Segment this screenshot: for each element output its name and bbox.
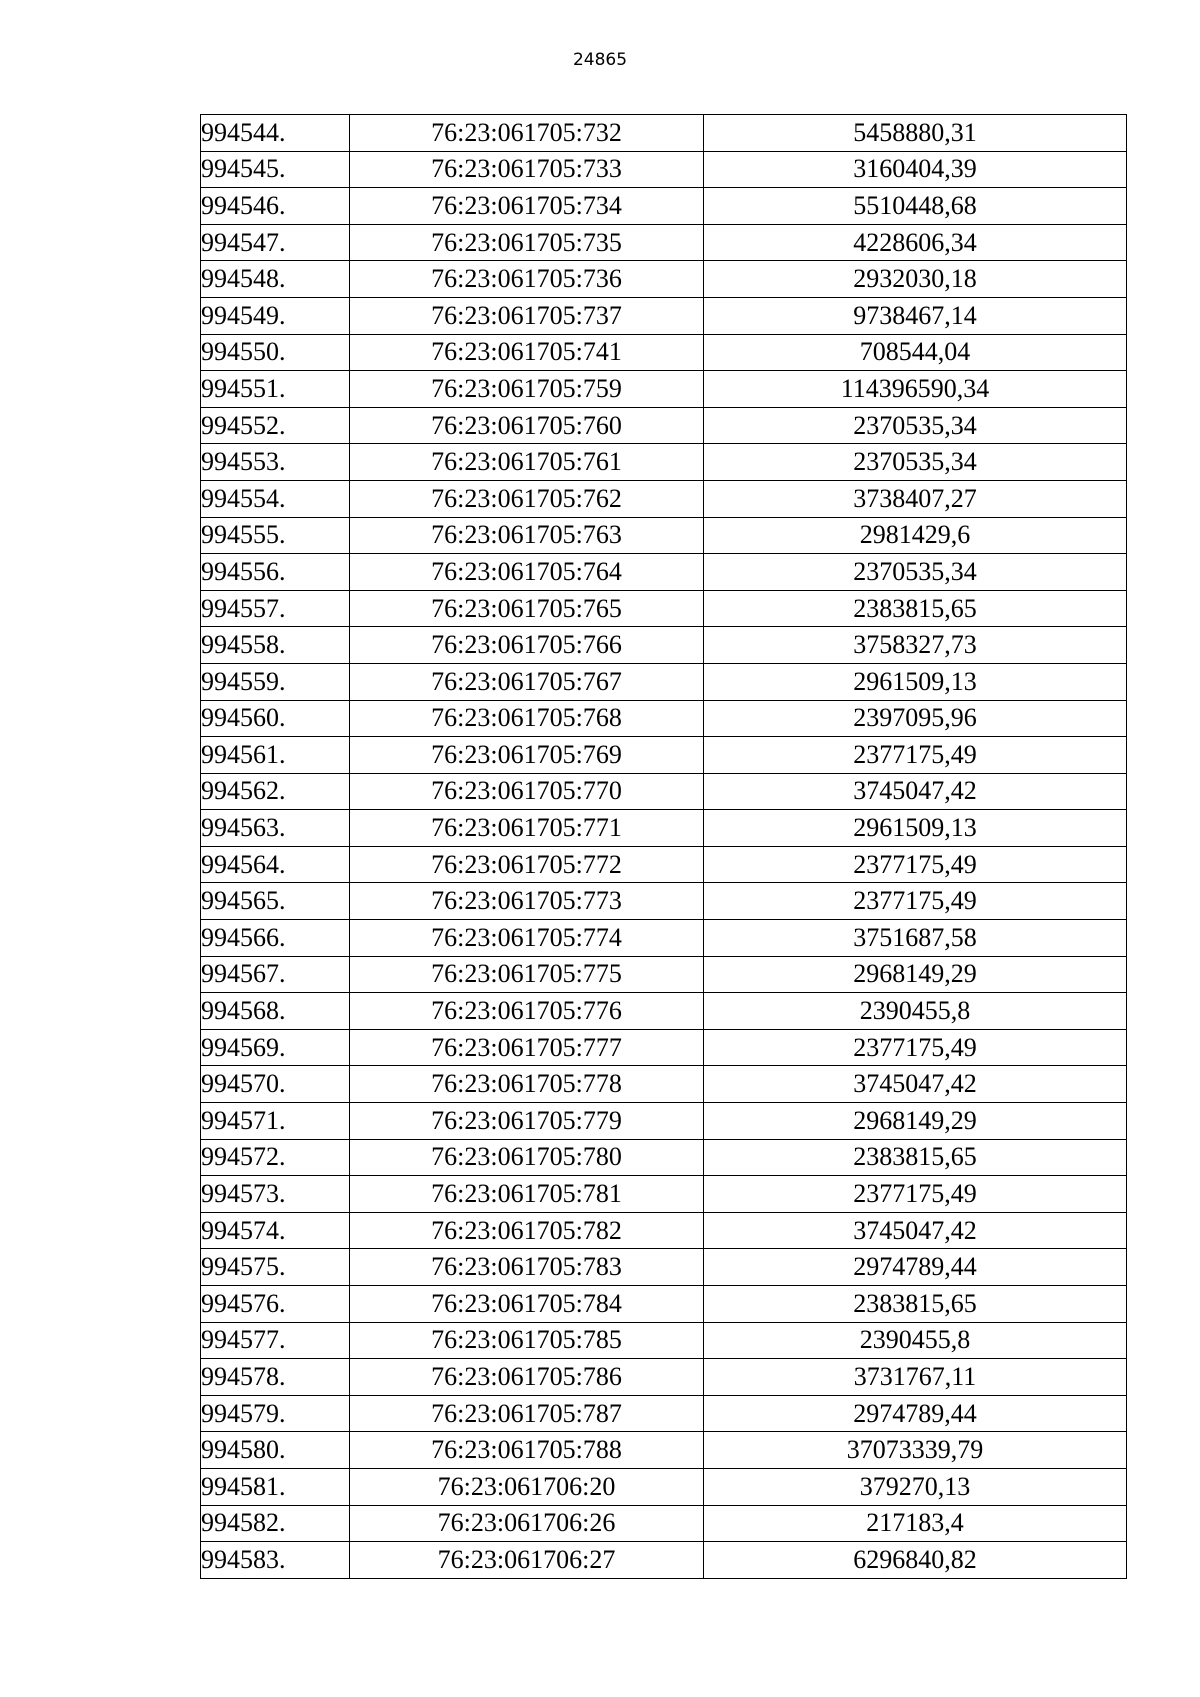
cadastral-number-cell: 76:23:061705:785 xyxy=(350,1322,704,1359)
cadastral-value-cell: 3738407,27 xyxy=(704,480,1127,517)
cadastral-number-cell: 76:23:061705:762 xyxy=(350,480,704,517)
table-row xyxy=(201,1066,1127,1103)
table-row xyxy=(201,846,1127,883)
cadastral-number-cell: 76:23:061705:763 xyxy=(350,517,704,554)
table-row xyxy=(201,810,1127,847)
row-number-cell: 994554. xyxy=(201,480,350,517)
table-row xyxy=(201,261,1127,298)
cadastral-number-cell: 76:23:061705:782 xyxy=(350,1212,704,1249)
table-row xyxy=(201,1505,1127,1542)
cadastral-number-cell: 76:23:061705:737 xyxy=(350,297,704,334)
cadastral-number-cell: 76:23:061705:786 xyxy=(350,1359,704,1396)
table-row xyxy=(201,480,1127,517)
row-number-cell: 994573. xyxy=(201,1176,350,1213)
row-number-cell: 994550. xyxy=(201,334,350,371)
cadastral-number-cell: 76:23:061705:741 xyxy=(350,334,704,371)
cadastral-value-cell: 2961509,13 xyxy=(704,810,1127,847)
cadastral-value-cell: 2390455,8 xyxy=(704,993,1127,1030)
cadastral-number-cell: 76:23:061706:20 xyxy=(350,1468,704,1505)
table-row xyxy=(201,627,1127,664)
cadastral-number-cell: 76:23:061705:767 xyxy=(350,663,704,700)
cadastral-number-cell: 76:23:061705:759 xyxy=(350,371,704,408)
row-number-cell: 994545. xyxy=(201,151,350,188)
row-number-cell: 994572. xyxy=(201,1139,350,1176)
table-row xyxy=(201,371,1127,408)
cadastral-value-cell: 4228606,34 xyxy=(704,224,1127,261)
cadastral-number-cell: 76:23:061705:764 xyxy=(350,554,704,591)
row-number-cell: 994580. xyxy=(201,1432,350,1469)
cadastral-value-cell: 114396590,34 xyxy=(704,371,1127,408)
cadastral-value-cell: 2383815,65 xyxy=(704,1139,1127,1176)
table-row xyxy=(201,407,1127,444)
cadastral-value-cell: 3745047,42 xyxy=(704,1066,1127,1103)
row-number-cell: 994576. xyxy=(201,1286,350,1323)
table-row xyxy=(201,554,1127,591)
cadastral-number-cell: 76:23:061705:735 xyxy=(350,224,704,261)
table-row xyxy=(201,1359,1127,1396)
table-row xyxy=(201,993,1127,1030)
cadastral-number-cell: 76:23:061705:770 xyxy=(350,773,704,810)
row-number-cell: 994557. xyxy=(201,590,350,627)
table-row xyxy=(201,590,1127,627)
cadastral-value-cell: 3751687,58 xyxy=(704,920,1127,957)
table-row xyxy=(201,1286,1127,1323)
cadastral-value-cell: 2370535,34 xyxy=(704,554,1127,591)
table-row xyxy=(201,737,1127,774)
cadastral-number-cell: 76:23:061706:26 xyxy=(350,1505,704,1542)
table-row xyxy=(201,1249,1127,1286)
table-row xyxy=(201,1432,1127,1469)
cadastral-number-cell: 76:23:061705:775 xyxy=(350,956,704,993)
cadastral-number-cell: 76:23:061705:779 xyxy=(350,1103,704,1140)
cadastral-number-cell: 76:23:061705:768 xyxy=(350,700,704,737)
cadastral-number-cell: 76:23:061705:787 xyxy=(350,1395,704,1432)
row-number-cell: 994568. xyxy=(201,993,350,1030)
row-number-cell: 994578. xyxy=(201,1359,350,1396)
table-row xyxy=(201,920,1127,957)
cadastral-value-cell: 2968149,29 xyxy=(704,1103,1127,1140)
cadastral-number-cell: 76:23:061705:781 xyxy=(350,1176,704,1213)
table-row xyxy=(201,224,1127,261)
row-number-cell: 994566. xyxy=(201,920,350,957)
row-number-cell: 994565. xyxy=(201,883,350,920)
cadastral-number-cell: 76:23:061705:765 xyxy=(350,590,704,627)
row-number-cell: 994552. xyxy=(201,407,350,444)
cadastral-value-cell: 3731767,11 xyxy=(704,1359,1127,1396)
table-row xyxy=(201,1139,1127,1176)
cadastral-value-cell: 3745047,42 xyxy=(704,773,1127,810)
row-number-cell: 994560. xyxy=(201,700,350,737)
cadastral-value-cell: 2383815,65 xyxy=(704,1286,1127,1323)
table-row xyxy=(201,1176,1127,1213)
cadastral-value-cell: 2974789,44 xyxy=(704,1395,1127,1432)
table-body xyxy=(201,115,1127,1579)
table-row xyxy=(201,1395,1127,1432)
cadastral-value-cell: 3745047,42 xyxy=(704,1212,1127,1249)
row-number-cell: 994558. xyxy=(201,627,350,664)
cadastral-number-cell: 76:23:061705:769 xyxy=(350,737,704,774)
cadastral-number-cell: 76:23:061705:773 xyxy=(350,883,704,920)
cadastral-value-cell: 2383815,65 xyxy=(704,590,1127,627)
cadastral-value-cell: 708544,04 xyxy=(704,334,1127,371)
cadastral-value-cell: 6296840,82 xyxy=(704,1542,1127,1579)
row-number-cell: 994559. xyxy=(201,663,350,700)
row-number-cell: 994555. xyxy=(201,517,350,554)
cadastral-value-cell: 2932030,18 xyxy=(704,261,1127,298)
cadastral-number-cell: 76:23:061705:733 xyxy=(350,151,704,188)
table-row xyxy=(201,773,1127,810)
row-number-cell: 994551. xyxy=(201,371,350,408)
cadastral-number-cell: 76:23:061705:734 xyxy=(350,188,704,225)
cadastral-number-cell: 76:23:061706:27 xyxy=(350,1542,704,1579)
row-number-cell: 994570. xyxy=(201,1066,350,1103)
page-number: 24865 xyxy=(572,50,628,70)
cadastral-value-cell: 2377175,49 xyxy=(704,737,1127,774)
row-number-cell: 994571. xyxy=(201,1103,350,1140)
row-number-cell: 994564. xyxy=(201,846,350,883)
row-number-cell: 994574. xyxy=(201,1212,350,1249)
cadastral-number-cell: 76:23:061705:778 xyxy=(350,1066,704,1103)
table-row xyxy=(201,956,1127,993)
cadastral-number-cell: 76:23:061705:736 xyxy=(350,261,704,298)
cadastral-value-cell: 2377175,49 xyxy=(704,846,1127,883)
table-row xyxy=(201,334,1127,371)
table-row xyxy=(201,1103,1127,1140)
cadastral-value-cell: 2377175,49 xyxy=(704,883,1127,920)
table-row xyxy=(201,1468,1127,1505)
row-number-cell: 994553. xyxy=(201,444,350,481)
table-row xyxy=(201,1542,1127,1579)
cadastral-number-cell: 76:23:061705:780 xyxy=(350,1139,704,1176)
row-number-cell: 994544. xyxy=(201,115,350,152)
table-row xyxy=(201,517,1127,554)
row-number-cell: 994575. xyxy=(201,1249,350,1286)
table-row xyxy=(201,444,1127,481)
cadastral-value-cell: 2981429,6 xyxy=(704,517,1127,554)
cadastral-value-cell: 2370535,34 xyxy=(704,407,1127,444)
cadastral-number-cell: 76:23:061705:783 xyxy=(350,1249,704,1286)
row-number-cell: 994562. xyxy=(201,773,350,810)
row-number-cell: 994569. xyxy=(201,1029,350,1066)
cadastral-number-cell: 76:23:061705:766 xyxy=(350,627,704,664)
cadastral-value-cell: 2377175,49 xyxy=(704,1176,1127,1213)
cadastral-number-cell: 76:23:061705:761 xyxy=(350,444,704,481)
cadastral-value-cell: 3758327,73 xyxy=(704,627,1127,664)
table-row xyxy=(201,1322,1127,1359)
cadastral-value-cell: 5510448,68 xyxy=(704,188,1127,225)
row-number-cell: 994579. xyxy=(201,1395,350,1432)
row-number-cell: 994548. xyxy=(201,261,350,298)
cadastral-number-cell: 76:23:061705:774 xyxy=(350,920,704,957)
row-number-cell: 994549. xyxy=(201,297,350,334)
cadastral-value-cell: 5458880,31 xyxy=(704,115,1127,152)
row-number-cell: 994582. xyxy=(201,1505,350,1542)
table-row xyxy=(201,663,1127,700)
cadastral-value-cell: 2377175,49 xyxy=(704,1029,1127,1066)
cadastral-value-cell: 379270,13 xyxy=(704,1468,1127,1505)
table-row xyxy=(201,700,1127,737)
cadastral-number-cell: 76:23:061705:772 xyxy=(350,846,704,883)
cadastral-value-cell: 3160404,39 xyxy=(704,151,1127,188)
table-row xyxy=(201,297,1127,334)
row-number-cell: 994556. xyxy=(201,554,350,591)
cadastral-number-cell: 76:23:061705:788 xyxy=(350,1432,704,1469)
cadastral-value-cell: 2968149,29 xyxy=(704,956,1127,993)
cadastral-number-cell: 76:23:061705:732 xyxy=(350,115,704,152)
row-number-cell: 994546. xyxy=(201,188,350,225)
table-row xyxy=(201,1029,1127,1066)
table-row xyxy=(201,883,1127,920)
cadastral-value-cell: 2397095,96 xyxy=(704,700,1127,737)
table-row xyxy=(201,188,1127,225)
cadastral-number-cell: 76:23:061705:771 xyxy=(350,810,704,847)
cadastral-value-cell: 2390455,8 xyxy=(704,1322,1127,1359)
cadastral-value-cell: 217183,4 xyxy=(704,1505,1127,1542)
cadastral-value-cell: 2961509,13 xyxy=(704,663,1127,700)
table-row xyxy=(201,115,1127,152)
row-number-cell: 994561. xyxy=(201,737,350,774)
table-row xyxy=(201,151,1127,188)
row-number-cell: 994547. xyxy=(201,224,350,261)
cadastral-number-cell: 76:23:061705:760 xyxy=(350,407,704,444)
cadastral-number-cell: 76:23:061705:784 xyxy=(350,1286,704,1323)
cadastral-value-cell: 2974789,44 xyxy=(704,1249,1127,1286)
cadastral-value-cell: 37073339,79 xyxy=(704,1432,1127,1469)
row-number-cell: 994583. xyxy=(201,1542,350,1579)
row-number-cell: 994563. xyxy=(201,810,350,847)
row-number-cell: 994581. xyxy=(201,1468,350,1505)
cadastral-number-cell: 76:23:061705:777 xyxy=(350,1029,704,1066)
cadastral-number-cell: 76:23:061705:776 xyxy=(350,993,704,1030)
row-number-cell: 994577. xyxy=(201,1322,350,1359)
cadastral-value-cell: 9738467,14 xyxy=(704,297,1127,334)
cadastral-value-table xyxy=(200,114,1127,1579)
table-row xyxy=(201,1212,1127,1249)
cadastral-value-cell: 2370535,34 xyxy=(704,444,1127,481)
row-number-cell: 994567. xyxy=(201,956,350,993)
